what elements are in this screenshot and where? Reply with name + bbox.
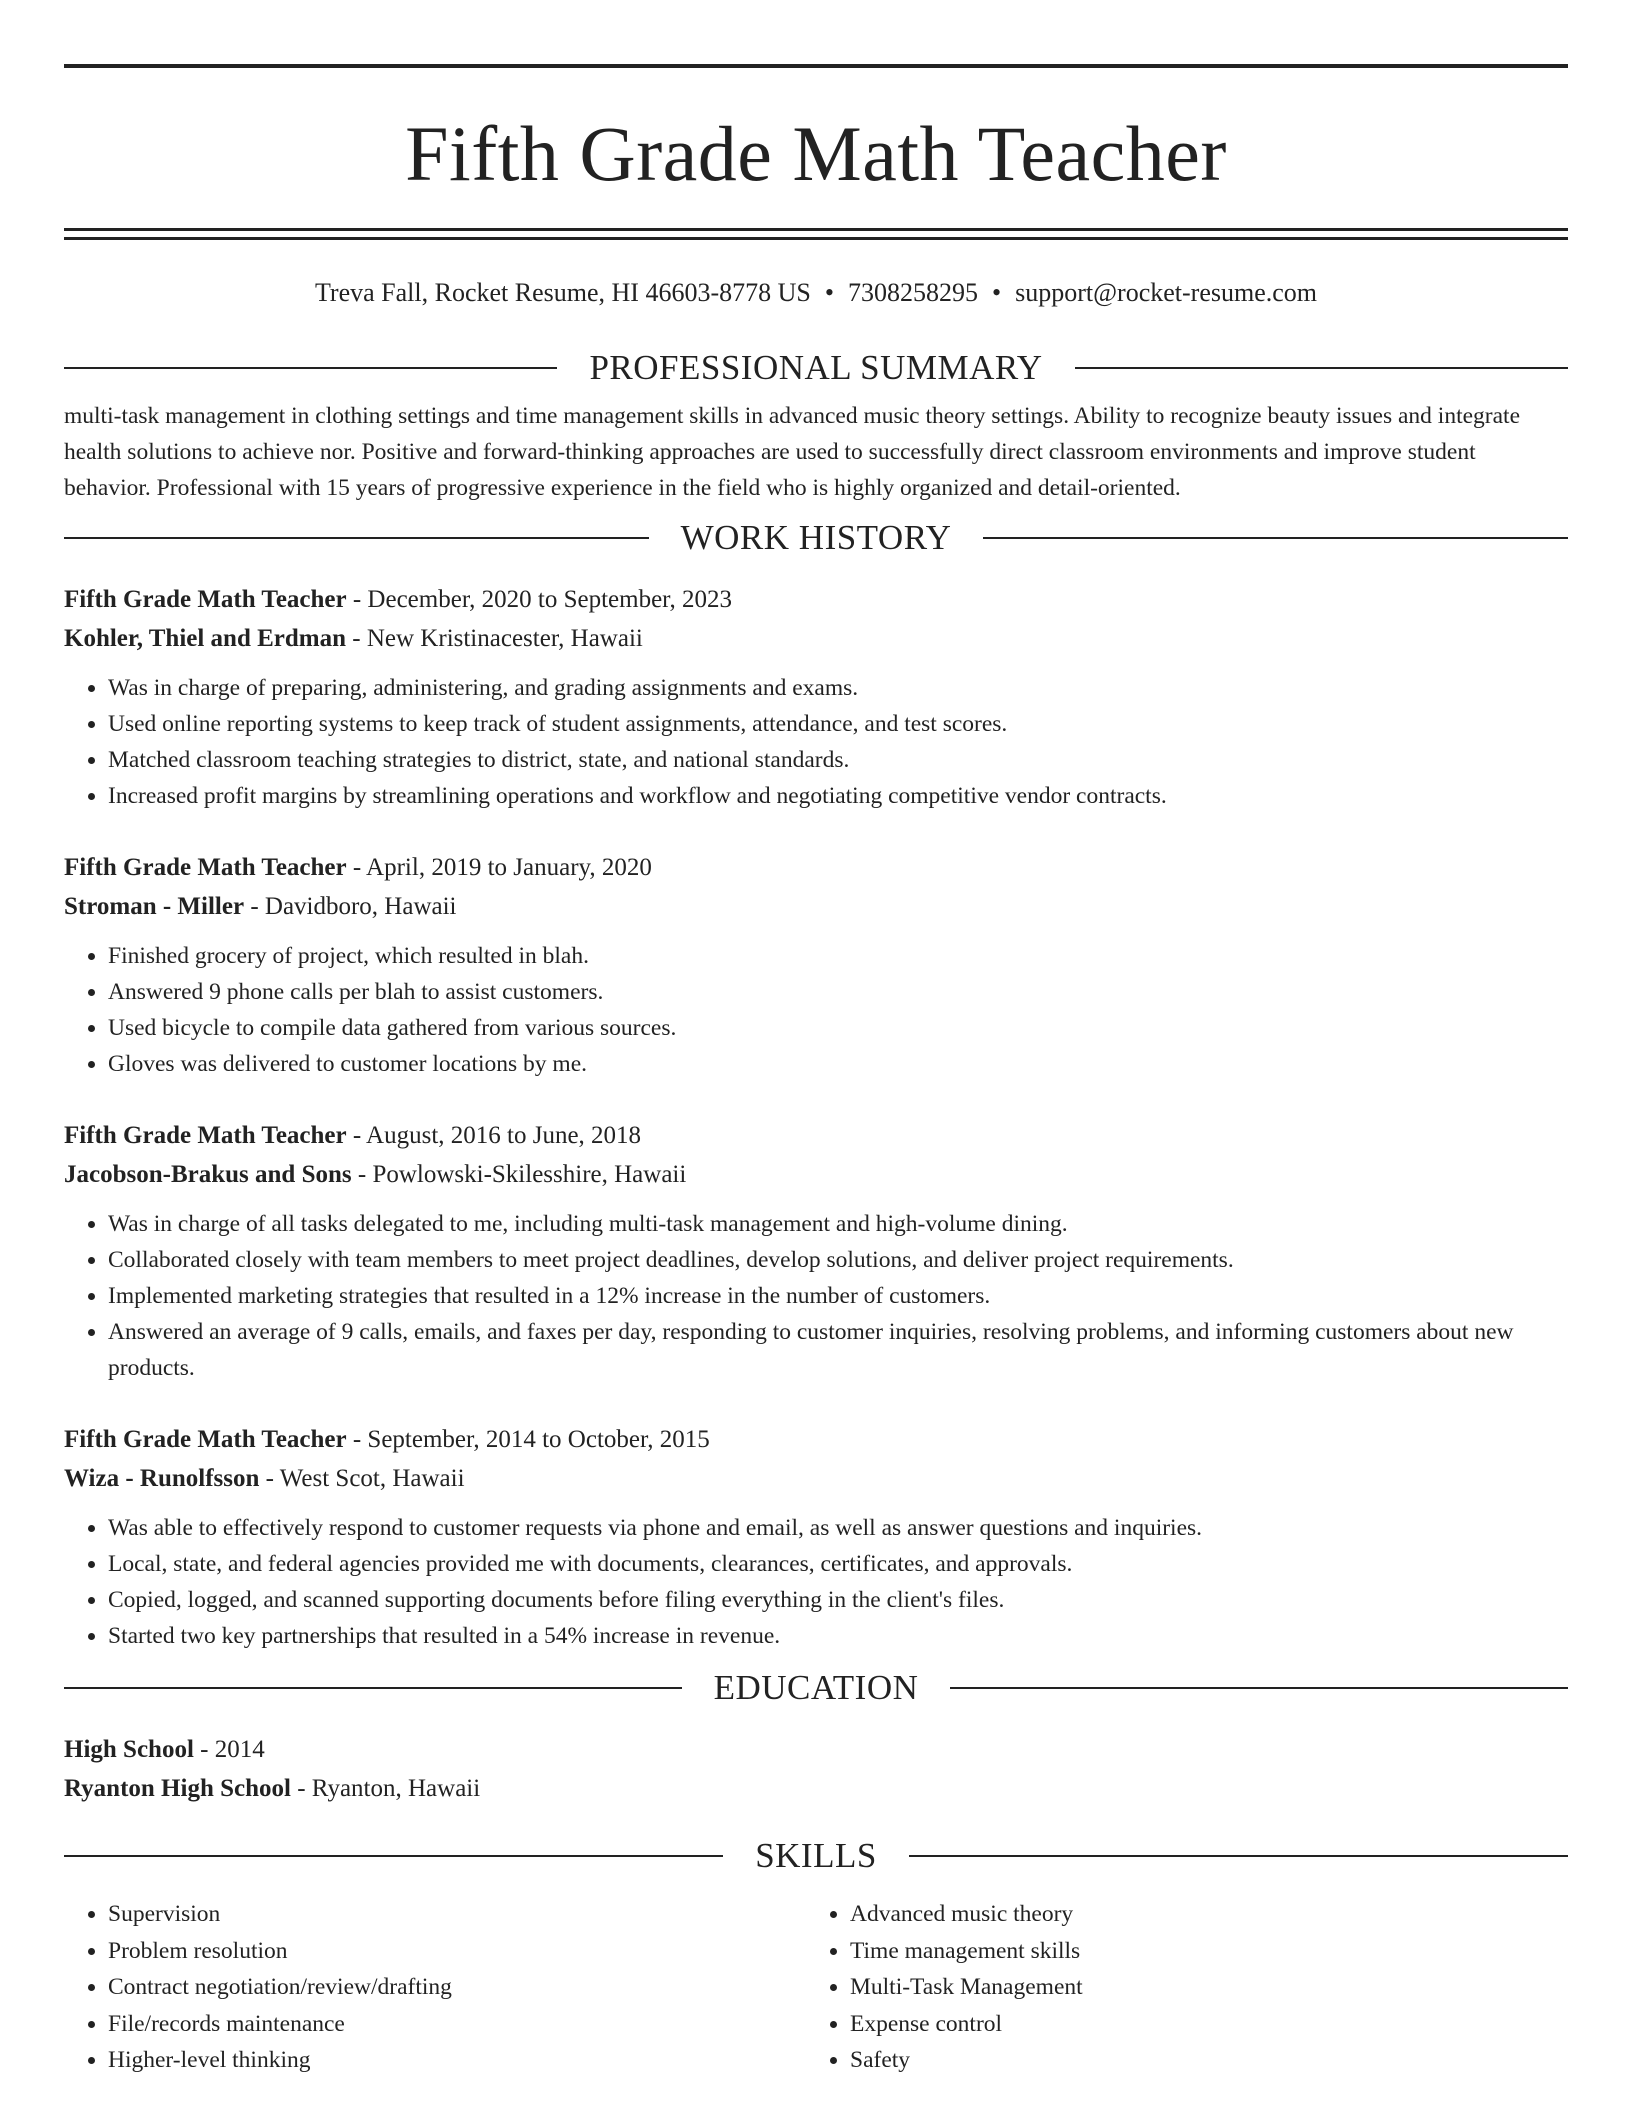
contact-line (64, 276, 1568, 310)
section-title: PROFESSIONAL SUMMARY (589, 348, 1043, 387)
skill-item: • Advanced music theory (850, 1896, 1548, 1933)
section-title: WORK HISTORY (680, 518, 952, 557)
education-location: - Ryanton, Hawaii (290, 1775, 481, 1802)
skill-item: • Higher-level thinking (108, 2042, 806, 2079)
job-bullet: • Local, state, and federal agencies provided me with documents, clearances, certificates, and approvals. (108, 1546, 1568, 1582)
title-double-rule (64, 228, 1568, 240)
job-location: - Davidboro, Hawaii (244, 893, 457, 920)
skill-item: • Problem resolution (108, 1933, 806, 1970)
job-bullet: • Copied, logged, and scanned supporting documents before filing everything in the client's files. (108, 1582, 1568, 1618)
section-heading-work-history (64, 518, 1568, 558)
job-company-line (64, 887, 1568, 926)
job-entry (64, 1116, 1568, 1386)
job-location: - Powlowski-Skilesshire, Hawaii (351, 1161, 687, 1188)
job-bullet: • Answered 9 phone calls per blah to assist customers. (108, 974, 1568, 1010)
job-company: Jacobson-Brakus and Sons (64, 1161, 352, 1188)
skills-list-left (64, 1896, 806, 2079)
skill-item: • File/records maintenance (108, 2006, 806, 2043)
job-title: Fifth Grade Math Teacher (64, 854, 347, 881)
job-bullet: • Matched classroom teaching strategies to district, state, and national standards. (108, 742, 1568, 778)
contact-separator: • (991, 278, 1002, 307)
job-location: - West Scot, Hawaii (259, 1465, 465, 1492)
resume-page (64, 0, 1568, 2079)
job-bullet: • Used bicycle to compile data gathered from various sources. (108, 1010, 1568, 1046)
job-bullet-list (64, 1510, 1568, 1654)
contact-separator: • (824, 278, 834, 307)
job-company: Stroman - Miller (64, 893, 245, 920)
job-title: Fifth Grade Math Teacher (64, 586, 347, 613)
job-bullet-list (64, 670, 1568, 814)
job-dates: - December, 2020 to September, 2023 (346, 586, 732, 613)
job-entry (64, 1420, 1568, 1654)
heading-rule-left (64, 1855, 723, 1857)
job-bullet: • Used online reporting systems to keep track of student assignments, attendance, and test scores. (108, 706, 1568, 742)
skill-item: • Expense control (850, 2006, 1548, 2043)
education-degree: High School (64, 1736, 194, 1763)
job-company-line (64, 1459, 1568, 1498)
job-company-line (64, 619, 1568, 658)
job-title-line (64, 1116, 1568, 1155)
job-bullet-list (64, 938, 1568, 1082)
skills-columns (64, 1896, 1568, 2079)
job-dates: - August, 2016 to June, 2018 (346, 1122, 642, 1149)
section-heading-summary (64, 348, 1568, 388)
job-dates: - April, 2019 to January, 2020 (346, 854, 652, 881)
job-bullet: • Was able to effectively respond to customer requests via phone and email, as well as answer questions and inquiries. (108, 1510, 1568, 1546)
job-title: Fifth Grade Math Teacher (64, 1426, 347, 1453)
education-school: Ryanton High School (64, 1775, 291, 1802)
heading-rule-right (950, 1687, 1568, 1689)
skill-item: • Multi-Task Management (850, 1969, 1548, 2006)
top-rule (64, 64, 1568, 68)
job-bullet: • Started two key partnerships that resulted in a 54% increase in revenue. (108, 1618, 1568, 1654)
education-entry (64, 1730, 1568, 1808)
job-title-line (64, 848, 1568, 887)
job-bullet: • Gloves was delivered to customer locations by me. (108, 1046, 1568, 1082)
job-bullet: • Answered an average of 9 calls, emails, and faxes per day, responding to customer inquiries, resolving problems, and informing customers about new products. (108, 1314, 1568, 1386)
job-title-line (64, 580, 1568, 619)
job-company: Wiza - Runolfsson (64, 1465, 260, 1492)
skills-list-right (806, 1896, 1548, 2079)
heading-rule-left (64, 1687, 682, 1689)
summary-text: multi-task management in clothing settings and time management skills in advanced music theory settings. Ability to recognize beauty issues and integrate health solutions to achieve nor. Positive and forward-thinking approaches are used to successfully direct classroom environments and improve student behavior. Professional with 15 years of progressive experience in the field who is highly organized and detail-oriented. (64, 403, 1521, 501)
job-bullet-list (64, 1206, 1568, 1386)
job-title: Fifth Grade Math Teacher (64, 1122, 347, 1149)
section-heading-education (64, 1668, 1568, 1708)
job-bullet: • Implemented marketing strategies that resulted in a 12% increase in the number of customers. (108, 1278, 1568, 1314)
heading-rule-right (909, 1855, 1568, 1857)
skill-item: • Safety (850, 2042, 1548, 2079)
job-company: Kohler, Thiel and Erdman (64, 625, 347, 652)
heading-rule-left (64, 367, 557, 369)
skill-item: • Contract negotiation/review/drafting (108, 1969, 806, 2006)
section-title: SKILLS (755, 1836, 877, 1875)
job-bullet: • Collaborated closely with team members to meet project deadlines, develop solutions, and deliver project requirements. (108, 1242, 1568, 1278)
job-title-line (64, 1420, 1568, 1459)
job-bullet: • Was in charge of preparing, administering, and grading assignments and exams. (108, 670, 1568, 706)
job-bullet: • Finished grocery of project, which resulted in blah. (108, 938, 1568, 974)
education-school-line (64, 1769, 1568, 1808)
job-dates: - September, 2014 to October, 2015 (346, 1426, 710, 1453)
job-entry (64, 580, 1568, 814)
job-company-line (64, 1155, 1568, 1194)
section-heading-skills (64, 1836, 1568, 1876)
education-year: - 2014 (193, 1736, 265, 1763)
job-bullet: • Increased profit margins by streamlining operations and workflow and negotiating competitive vendor contracts. (108, 778, 1568, 814)
education-degree-line (64, 1730, 1568, 1769)
skill-item: • Time management skills (850, 1933, 1548, 1970)
contact-phone: 7308258295 (847, 278, 978, 307)
heading-rule-right (983, 537, 1568, 539)
heading-rule-right (1075, 367, 1568, 369)
contact-address: Treva Fall, Rocket Resume, HI 46603-8778 US (314, 278, 811, 307)
job-location: - New Kristinacester, Hawaii (346, 625, 643, 652)
resume-title: Fifth Grade Math Teacher (405, 110, 1227, 197)
skill-item: • Supervision (108, 1896, 806, 1933)
job-entry (64, 848, 1568, 1082)
job-bullet: • Was in charge of all tasks delegated to me, including multi-task management and high-volume dining. (108, 1206, 1568, 1242)
contact-email: support@rocket-resume.com (1015, 278, 1318, 307)
heading-rule-left (64, 537, 649, 539)
section-title: EDUCATION (713, 1668, 919, 1707)
